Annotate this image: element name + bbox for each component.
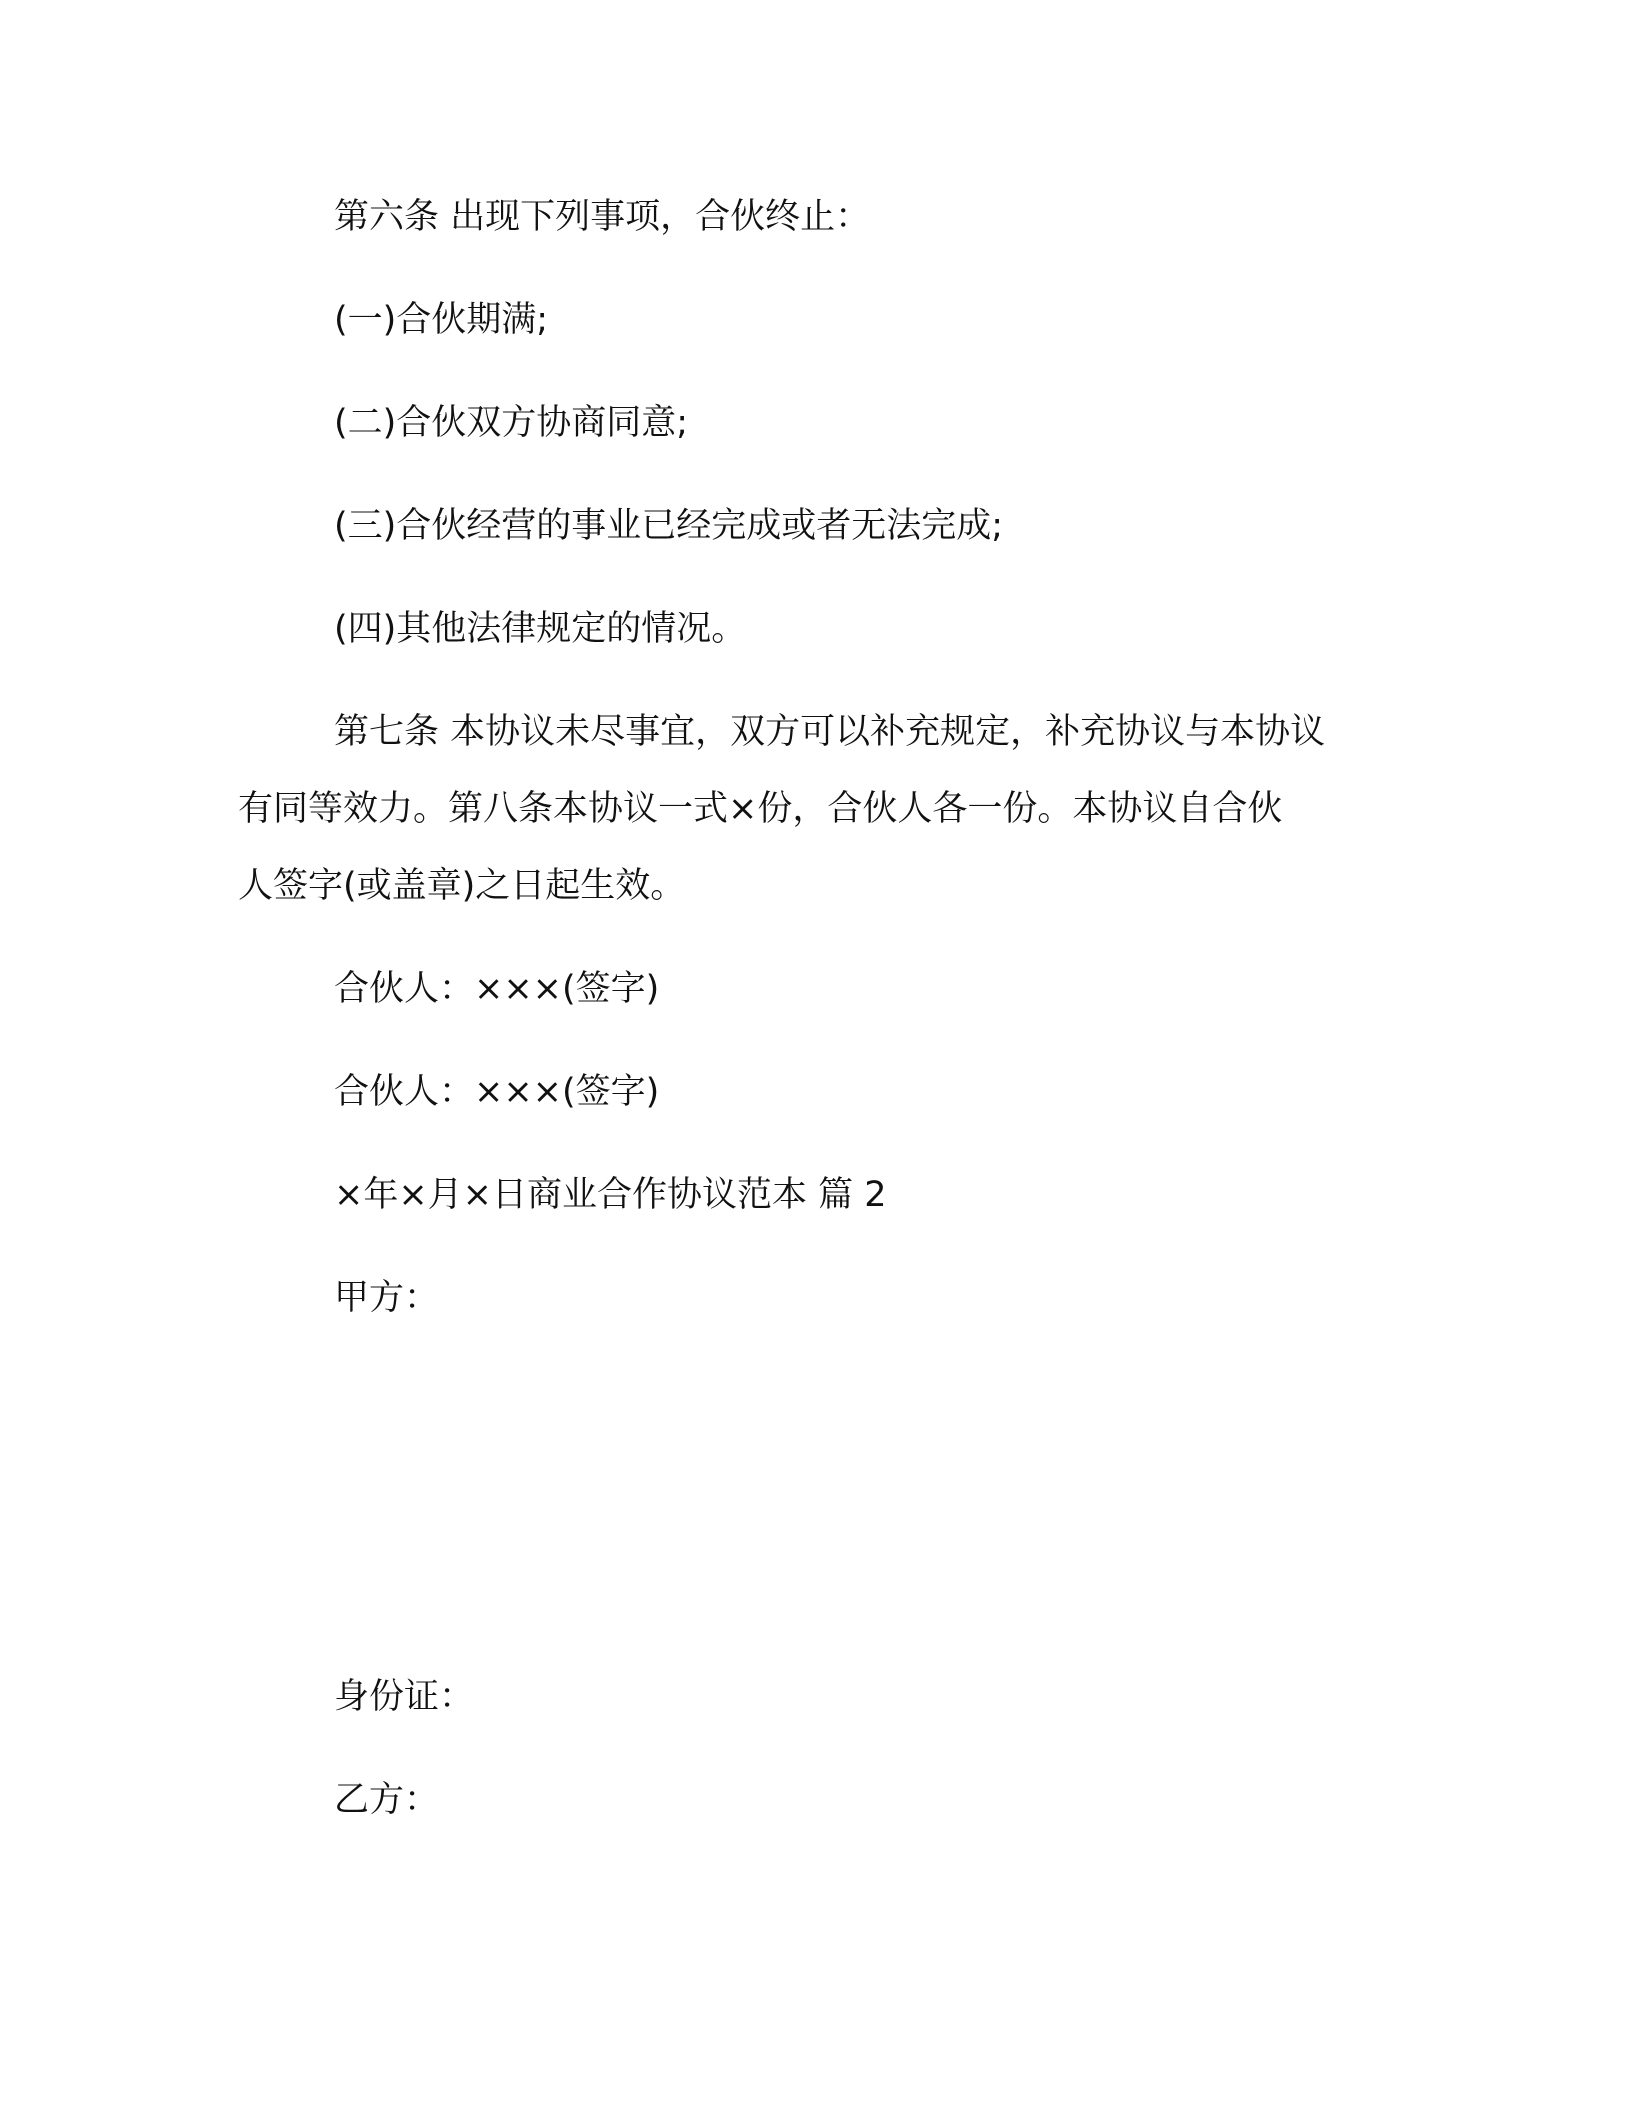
article-7-line-1: 第七条 本协议未尽事宜，双方可以补充规定，补充协议与本协议: [334, 712, 1326, 752]
article-7-line-2: 有同等效力。第八条本协议一式×份，合伙人各一份。本协议自合伙: [238, 789, 1283, 829]
article-6-heading: 第六条 出现下列事项，合伙终止：: [334, 197, 871, 237]
item-4: (四)其他法律规定的情况。: [334, 609, 747, 649]
party-a-label: 甲方：: [334, 1278, 440, 1318]
party-b-label: 乙方：: [334, 1780, 440, 1820]
article-7-line-3: 人签字(或盖章)之日起生效。: [238, 866, 686, 906]
item-1: (一)合伙期满;: [334, 300, 549, 340]
date-and-section-title: ×年×月×日商业合作协议范本 篇 2: [334, 1175, 887, 1215]
partner-signature-2: 合伙人：×××(签字): [334, 1072, 660, 1112]
item-2: (二)合伙双方协商同意;: [334, 403, 689, 443]
id-card-label: 身份证：: [334, 1677, 475, 1717]
item-3: (三)合伙经营的事业已经完成或者无法完成;: [334, 506, 1004, 546]
partner-signature-1: 合伙人：×××(签字): [334, 969, 660, 1009]
